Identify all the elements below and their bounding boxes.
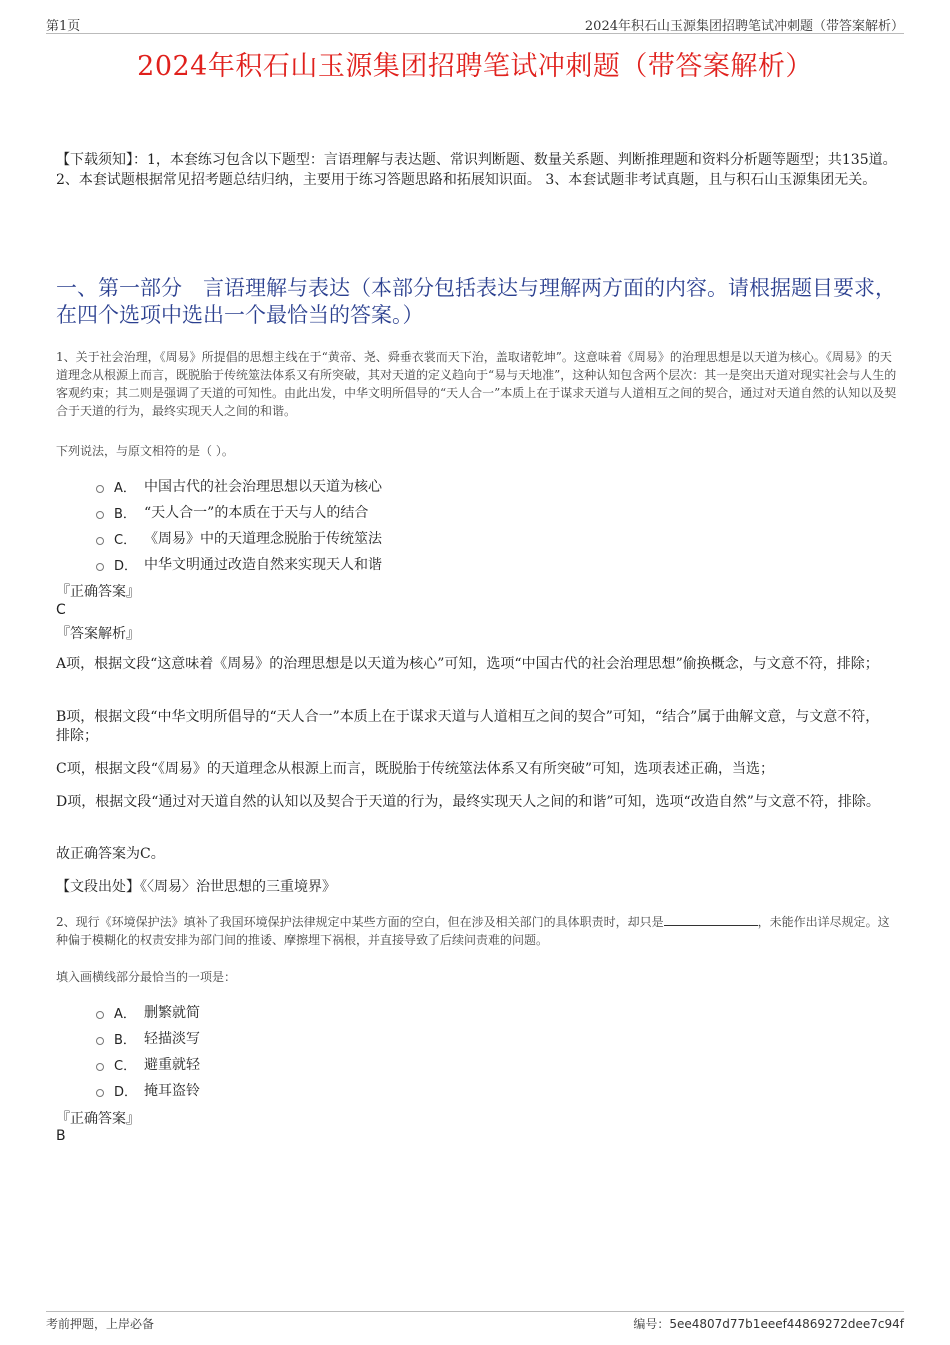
radio-icon[interactable] xyxy=(96,511,104,519)
footer-code xyxy=(633,1315,904,1332)
q2-answer-label: 『正确答案』 xyxy=(56,1111,140,1127)
q2-stem-after: ，未能作出详尽规定。这种偏于模糊化的权责安排为部门间的推诿、摩擦埋下祸根，并直接导致了后续问责难的问题。 xyxy=(56,915,890,947)
option-text: “天人合一”的本质在于天与人的结合 xyxy=(144,505,369,521)
option-letter: C． xyxy=(114,532,137,548)
footer-code-label: 编号： xyxy=(633,1317,670,1331)
option-letter: D． xyxy=(114,558,138,574)
radio-icon[interactable] xyxy=(96,563,104,571)
radio-icon[interactable] xyxy=(96,1063,104,1071)
footer-slogan: 考前押题，上岸必备 xyxy=(46,1317,155,1331)
section-heading: 一、第一部分 言语理解与表达（本部分包括表达与理解两方面的内容。请根据题目要求，在四个选项中选出一个最恰当的答案。） xyxy=(56,276,896,327)
download-notice: 【下载须知】：1，本套练习包含以下题型：言语理解与表达题、常识判断题、数量关系题、判断推理题和资料分析题等题型；共135道。 2、本套试题根据常见招考题总结归纳，主要用于练习答题思路和拓展知识面。 3、本套试题非考试真题，且与积石山玉源集团无关。 xyxy=(56,152,897,188)
q2-option-d[interactable] xyxy=(96,1077,200,1103)
q1-source: 【文段出处】《〈周易〉治世思想的三重境界》 xyxy=(56,879,336,895)
q2-answer: B xyxy=(56,1128,66,1144)
radio-icon[interactable] xyxy=(96,1037,104,1045)
option-text: 中华文明通过改造自然来实现天人和谐 xyxy=(144,557,382,573)
option-letter: A． xyxy=(114,480,136,496)
q1-conclusion: 故正确答案为C。 xyxy=(56,846,165,862)
option-letter: D． xyxy=(114,1084,138,1100)
radio-icon[interactable] xyxy=(96,537,104,545)
q2-option-a[interactable] xyxy=(96,999,200,1025)
page-number: 第1页 xyxy=(46,19,81,34)
q1-option-d[interactable] xyxy=(96,551,382,577)
header-divider xyxy=(46,33,904,34)
option-text: 避重就轻 xyxy=(144,1057,200,1073)
radio-icon[interactable] xyxy=(96,1011,104,1019)
q2-prompt: 填入画横线部分最恰当的一项是： xyxy=(56,970,237,984)
option-letter: A． xyxy=(114,1006,136,1022)
q1-options xyxy=(96,473,382,577)
option-text: 轻描淡写 xyxy=(144,1031,200,1047)
q2-options xyxy=(96,999,200,1103)
q1-analysis-a: A项，根据文段“这意味着《周易》的治理思想是以天道为核心”可知，选项“中国古代的社会治理思想”偷换概念，与文意不符，排除； xyxy=(56,656,879,672)
option-letter: C． xyxy=(114,1058,137,1074)
option-text: 中国古代的社会治理思想以天道为核心 xyxy=(144,479,382,495)
radio-icon[interactable] xyxy=(96,485,104,493)
q1-option-b[interactable] xyxy=(96,499,382,525)
q1-stem: 1、关于社会治理，《周易》所提倡的思想主线在于“黄帝、尧、舜垂衣裳而天下治，盖取诸乾坤”。这意味着《周易》的治理思想是以天道为核心。《周易》的天道理念从根源上而言，既脱胎于传统筮法体系又有所突破，其对天道的定义趋向于“易与天地准”，这种认知包含两个层次：其一是突出天道对现实社会与人生的客观约束；其二则是强调了天道的可知性。由此出发，中华文明所倡导的“天人合一”本质上在于谋求天道与人道相互之间的契合，通过对天道自然的认知以及契合于天道的行为，最终实现天人之间的和谐。 xyxy=(56,350,897,418)
q1-option-c[interactable] xyxy=(96,525,382,551)
q1-option-a[interactable] xyxy=(96,473,382,499)
option-letter: B． xyxy=(114,506,136,522)
header-doc-title: 2024年积石山玉源集团招聘笔试冲刺题（带答案解析） xyxy=(584,19,904,34)
fill-blank xyxy=(664,913,758,926)
option-text: 掩耳盗铃 xyxy=(144,1083,200,1099)
document-title: 2024年积石山玉源集团招聘笔试冲刺题（带答案解析） xyxy=(137,51,813,82)
option-letter: B． xyxy=(114,1032,136,1048)
q1-analysis-d: D项，根据文段“通过对天道自然的认知以及契合于天道的行为，最终实现天人之间的和谐”可知，选项“改造自然”与文意不符，排除。 xyxy=(56,794,880,810)
footer-divider xyxy=(46,1311,904,1312)
q2-stem xyxy=(56,913,898,949)
q1-analysis-b: B项，根据文段“中华文明所倡导的“天人合一”本质上在于谋求天道与人道相互之间的契合”可知，“结合”属于曲解文意，与文意不符，排除； xyxy=(56,709,880,744)
q1-answer-label: 『正确答案』 xyxy=(56,584,140,600)
option-text: 删繁就简 xyxy=(144,1005,200,1021)
footer-code-value: 5ee4807d77b1eeef44869272dee7c94f xyxy=(669,1317,904,1331)
radio-icon[interactable] xyxy=(96,1089,104,1097)
q2-option-c[interactable] xyxy=(96,1051,200,1077)
q2-stem-before: 2、现行《环境保护法》填补了我国环境保护法律规定中某些方面的空白，但在涉及相关部门的具体职责时，却只是 xyxy=(56,915,664,929)
option-text: 《周易》中的天道理念脱胎于传统筮法 xyxy=(144,531,382,547)
q2-option-b[interactable] xyxy=(96,1025,200,1051)
q1-analysis-c: C项，根据文段“《周易》的天道理念从根源上而言，既脱胎于传统筮法体系又有所突破”可知，选项表述正确，当选； xyxy=(56,761,775,777)
q1-answer: C xyxy=(56,602,66,618)
q1-analysis-label: 『答案解析』 xyxy=(56,626,140,642)
q1-prompt: 下列说法，与原文相符的是（ ）。 xyxy=(56,444,234,458)
